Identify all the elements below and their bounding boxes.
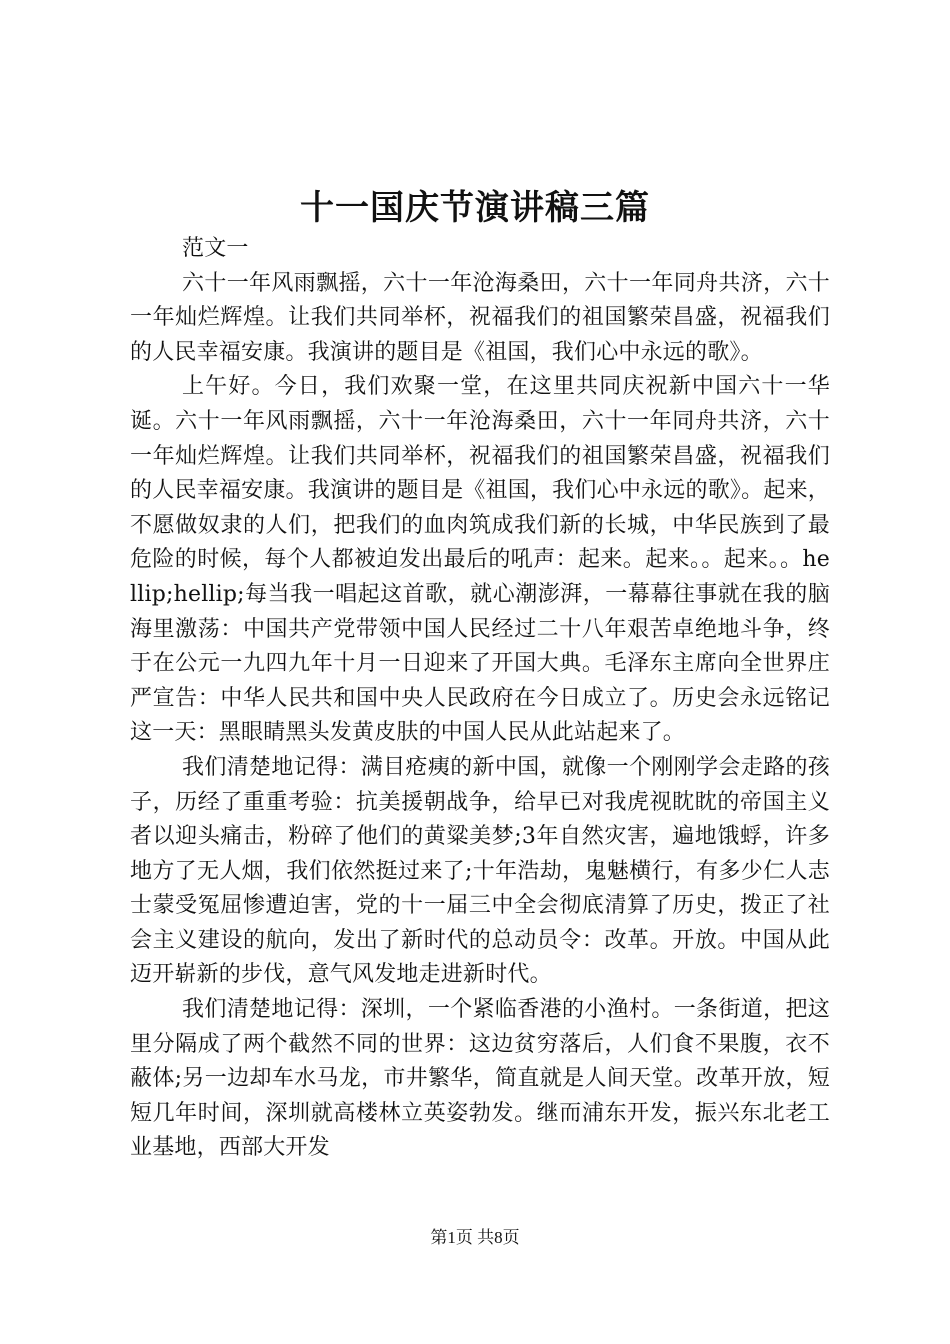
section-label: 范文一 [182,236,249,261]
page-footer: 第1页 共8页 [430,1228,520,1247]
paragraph-2: 上午好。今日，我们欢聚一堂，在这里共同庆祝新中国六十一华诞。六十一年风雨飘摇，六十一年沧海桑田，六十一年同舟共济，六十一年灿烂辉煌。让我们共同举杯，祝福我们的祖国繁荣昌盛，祝福我们的人民幸福安康。我演讲的题目是《祖国，我们心中永远的歌》。起来，不愿做奴隶的人们，把我们的血肉筑成我们新的长城，中华民族到了最危险的时候，每个人都被迫发出最后的吼声：起来。起来。。起来。。hellip;hellip;每当我一唱起这首歌，就心潮澎湃，一幕幕往事就在我的脑海里激荡：中国共产党带领中国人民经过二十八年艰苦卓绝地斗争，终于在公元一九四九年十月一日迎来了开国大典。毛泽东主席向全世界庄严宣告：中华人民共和国中央人民政府在今日成立了。历史会永远铭记这一天：黑眼睛黑头发黄皮肤的中国人民从此站起来了。 [130,374,830,746]
paragraph-3: 我们清楚地记得：满目疮痍的新中国，就像一个刚刚学会走路的孩子，历经了重重考验：抗美援朝战争，给早已对我虎视眈眈的帝国主义者以迎头痛击，粉碎了他们的黄粱美梦;3年自然灾害，遍地饿蜉，许多地方了无人烟，我们依然挺过来了;十年浩劫，鬼魅横行，有多少仁人志士蒙受冤屈惨遭迫害，党的十一届三中全会彻底清算了历史，拨正了社会主义建设的航向，发出了新时代的总动员令：改革。开放。中国从此迈开崭新的步伐，意气风发地走进新时代。 [130,754,830,988]
paragraph-1: 六十一年风雨飘摇，六十一年沧海桑田，六十一年同舟共济，六十一年灿烂辉煌。让我们共同举杯，祝福我们的祖国繁荣昌盛，祝福我们的人民幸福安康。我演讲的题目是《祖国，我们心中永远的歌》。 [130,270,830,365]
document-title: 十一国庆节演讲稿三篇 [300,188,650,228]
paragraph-4: 我们清楚地记得：深圳，一个紧临香港的小渔村。一条街道，把这里分隔成了两个截然不同的世界：这边贫穷落后，人们食不果腹，衣不蔽体;另一边却车水马龙，市井繁华，简直就是人间天堂。改革开放，短短几年时间，深圳就高楼林立英姿勃发。继而浦东开发，振兴东北老工业基地，西部大开发 [130,997,830,1161]
document-body [130,232,830,1166]
